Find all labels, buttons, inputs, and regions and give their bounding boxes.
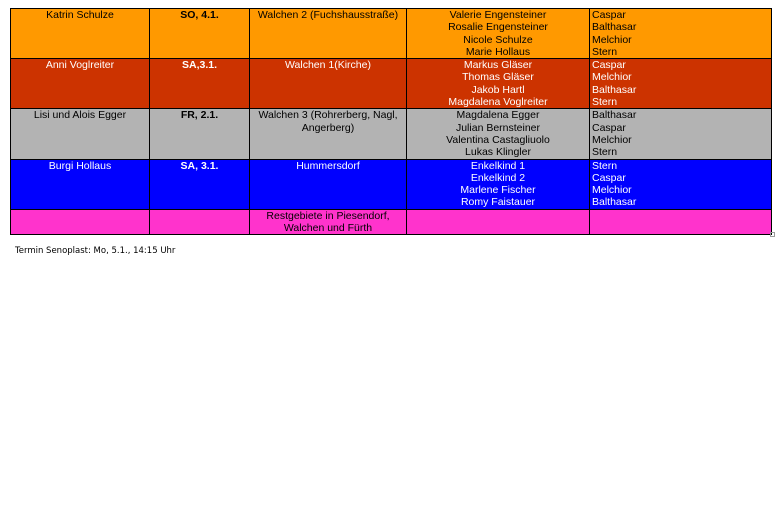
- participant-name: Marlene Fischer: [460, 184, 536, 197]
- area-line: Restgebiete in Piesendorf,: [266, 209, 390, 222]
- role-label: Balthasar: [592, 83, 637, 96]
- role-label: Caspar: [592, 9, 626, 21]
- participants-cell: [407, 9, 590, 59]
- role-label: Balthasar: [592, 196, 637, 209]
- schedule-table: [10, 8, 772, 235]
- date-cell: [150, 9, 250, 59]
- participant-name: Enkelkind 2: [470, 171, 526, 184]
- participant-name: Valerie Engensteiner: [449, 9, 547, 21]
- participant-name: Julian Bernsteiner: [455, 121, 541, 134]
- participants-cell: [407, 109, 590, 159]
- host-cell: [11, 159, 150, 209]
- participant-name: Thomas Gläser: [462, 71, 534, 84]
- participant-name: Romy Faistauer: [460, 196, 536, 209]
- role-label: Caspar: [592, 59, 626, 72]
- host-cell: [11, 59, 150, 109]
- visit-date: SO, 4.1.: [180, 9, 219, 21]
- table-resize-handle-icon[interactable]: [770, 232, 775, 237]
- host-cell: [11, 209, 150, 235]
- participant-name: Nicole Schulze: [463, 33, 533, 46]
- area-line: Angerberg): [301, 121, 355, 134]
- host-name: Katrin Schulze: [46, 9, 114, 21]
- area-cell: [250, 59, 407, 109]
- footer-note: Termin Senoplast: Mo, 5.1., 14:15 Uhr: [15, 246, 176, 256]
- role-label: Balthasar: [592, 109, 637, 122]
- date-cell: [150, 159, 250, 209]
- area-cell: [250, 209, 407, 235]
- area-line: Walchen 1(Kirche): [285, 59, 371, 72]
- host-cell: [11, 109, 150, 159]
- roles-cell: [590, 9, 772, 59]
- participant-name: Jakob Hartl: [471, 83, 525, 96]
- role-label: Melchior: [592, 184, 632, 197]
- date-cell: [150, 209, 250, 235]
- participant-name: Magdalena Voglreiter: [448, 96, 548, 109]
- table-row: [11, 59, 772, 109]
- roles-cell: [590, 59, 772, 109]
- area-line: Hummersdorf: [296, 159, 360, 172]
- area-line: Walchen 3 (Rohrerberg, Nagl,: [258, 109, 398, 122]
- roles-cell: [590, 109, 772, 159]
- visit-date: SA,3.1.: [181, 59, 218, 72]
- participant-name: Valentina Castagliuolo: [446, 133, 550, 146]
- role-label: Stern: [592, 159, 618, 172]
- visit-date: SA, 3.1.: [180, 159, 219, 172]
- role-label: Melchior: [592, 33, 632, 46]
- table-row: [11, 159, 772, 209]
- participant-name: Lukas Klingler: [465, 146, 531, 159]
- participant-name: Magdalena Egger: [456, 109, 540, 122]
- participant-name: Markus Gläser: [463, 59, 533, 72]
- role-label: Stern: [592, 96, 618, 109]
- host-name: Anni Voglreiter: [45, 59, 115, 72]
- area-cell: [250, 9, 407, 59]
- host-name: Lisi und Alois Egger: [33, 109, 127, 122]
- schedule-body: [11, 9, 772, 235]
- visit-date: FR, 2.1.: [180, 109, 219, 122]
- area-cell: [250, 109, 407, 159]
- role-label: Caspar: [592, 121, 626, 134]
- role-label: Stern: [592, 146, 618, 159]
- date-cell: [150, 109, 250, 159]
- date-cell: [150, 59, 250, 109]
- role-label: Caspar: [592, 171, 626, 184]
- roles-cell: [590, 209, 772, 235]
- role-label: Melchior: [592, 133, 632, 146]
- roles-cell: [590, 159, 772, 209]
- host-name: Burgi Hollaus: [48, 159, 112, 172]
- participant-name: Rosalie Engensteiner: [448, 21, 548, 34]
- area-cell: [250, 159, 407, 209]
- role-label: Melchior: [592, 71, 632, 84]
- participants-cell: [407, 159, 590, 209]
- role-label: Balthasar: [592, 21, 637, 34]
- host-cell: [11, 9, 150, 59]
- area-line: Walchen 2 (Fuchshausstraße): [257, 9, 399, 21]
- table-row: [11, 109, 772, 159]
- participants-cell: [407, 59, 590, 109]
- participant-name: Enkelkind 1: [470, 159, 526, 172]
- table-row: [11, 9, 772, 59]
- participants-cell: [407, 209, 590, 235]
- area-line: Walchen und Fürth: [283, 222, 373, 235]
- role-label: Stern: [592, 45, 618, 58]
- participant-name: Marie Hollaus: [465, 45, 531, 58]
- table-row: [11, 209, 772, 235]
